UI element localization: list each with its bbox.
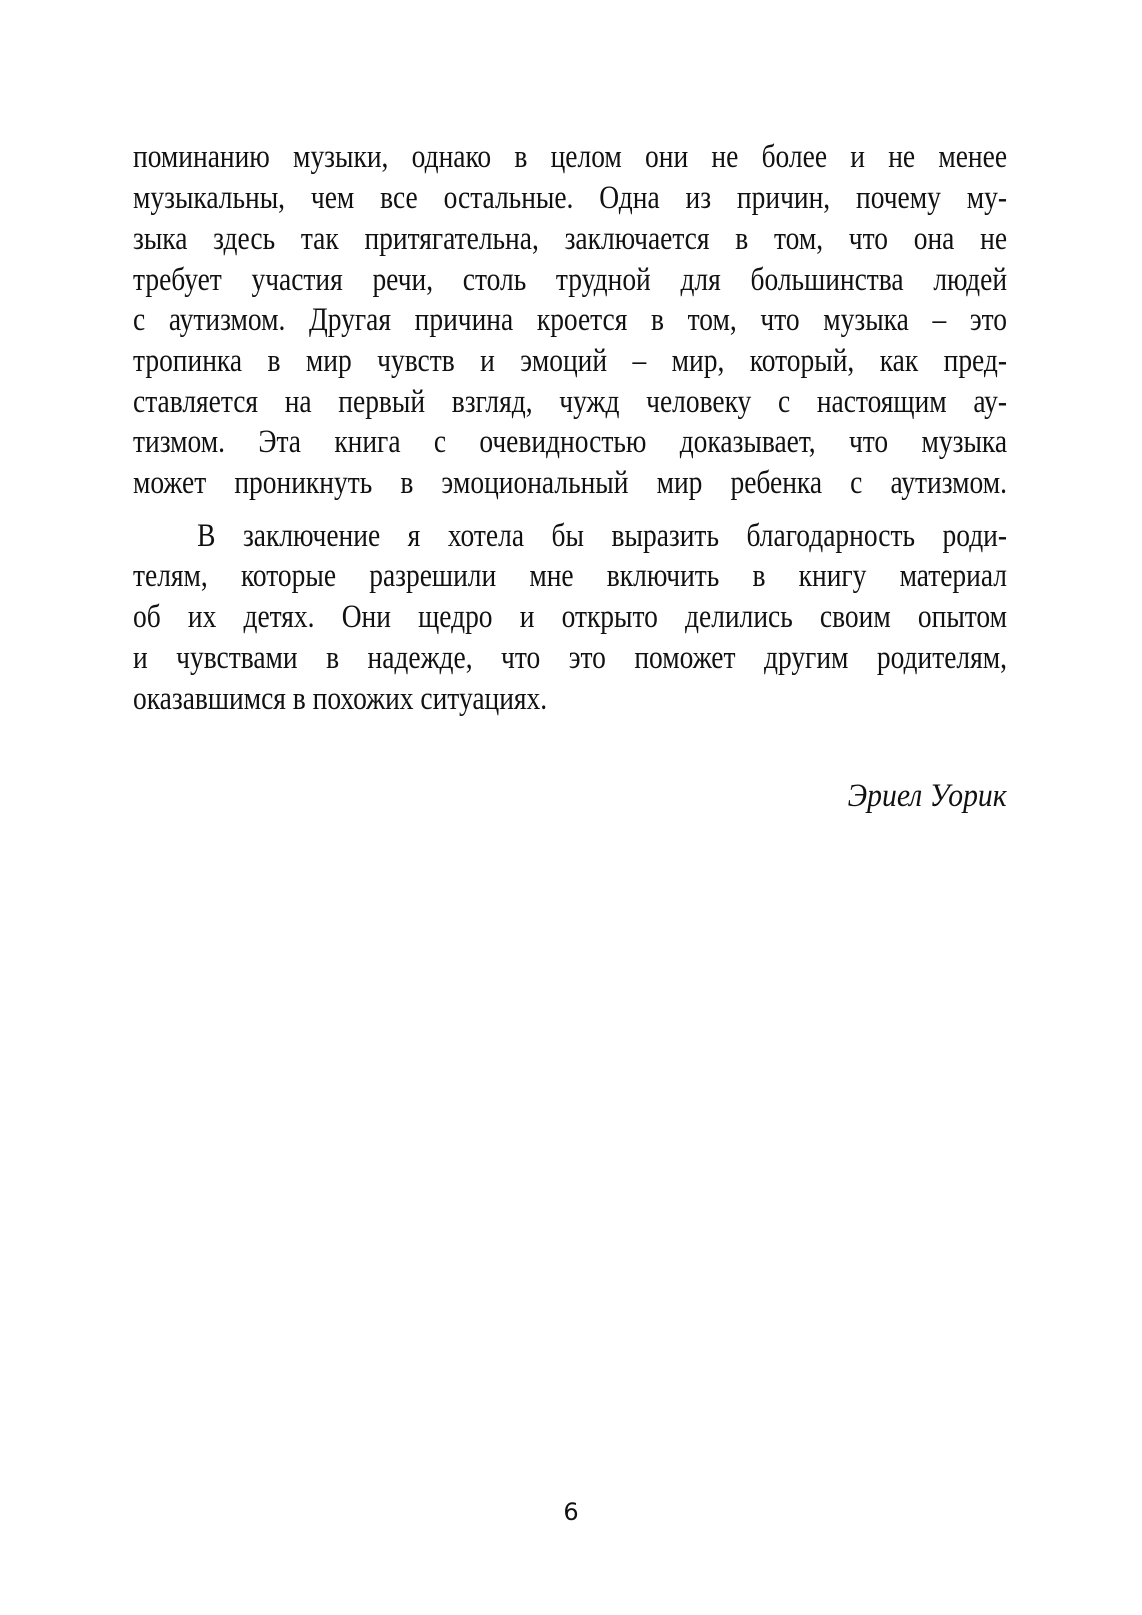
paragraph-1-line-3: зыка здесь так притягательна, заключается в том, что она не xyxy=(133,221,1008,257)
paragraph-2-line-4: и чувствами в надежде, что это поможет другим родителям, xyxy=(133,640,1008,676)
paragraph-2-line-3: об их детях. Они щедро и открыто делились своим опытом xyxy=(133,599,1008,635)
paragraph-2-line-2: телям, которые разрешили мне включить в книгу материал xyxy=(133,558,1008,594)
author-signature: Эриел Уорик xyxy=(847,778,1007,814)
paragraph-1-line-2: музыкальны, чем все остальные. Одна из причин, почему му- xyxy=(133,180,1008,216)
paragraph-1-line-4: требует участия речи, столь трудной для большинства людей xyxy=(133,262,1008,298)
paragraph-1-line-7: ставляется на первый взгляд, чужд человеку с настоящим ау- xyxy=(133,384,1008,420)
paragraph-1-line-8: тизмом. Эта книга с очевидностью доказывает, что музыка xyxy=(133,424,1008,460)
paragraph-1-line-6: тропинка в мир чувств и эмоций – мир, который, как пред- xyxy=(133,343,1008,379)
paragraph-1-line-1: поминанию музыки, однако в целом они не более и не менее xyxy=(133,139,1008,175)
paragraph-1-line-5: с аутизмом. Другая причина кроется в том, что музыка – это xyxy=(133,302,1008,338)
paragraph-1-line-9: может проникнуть в эмоциональный мир ребенка с аутизмом. xyxy=(133,465,1008,501)
paragraph-2-line-1: В заключение я хотела бы выразить благодарность роди- xyxy=(197,518,1008,554)
paragraph-2-line-5: оказавшимся в похожих ситуациях. xyxy=(133,681,548,717)
page-number: 6 xyxy=(563,1498,579,1526)
